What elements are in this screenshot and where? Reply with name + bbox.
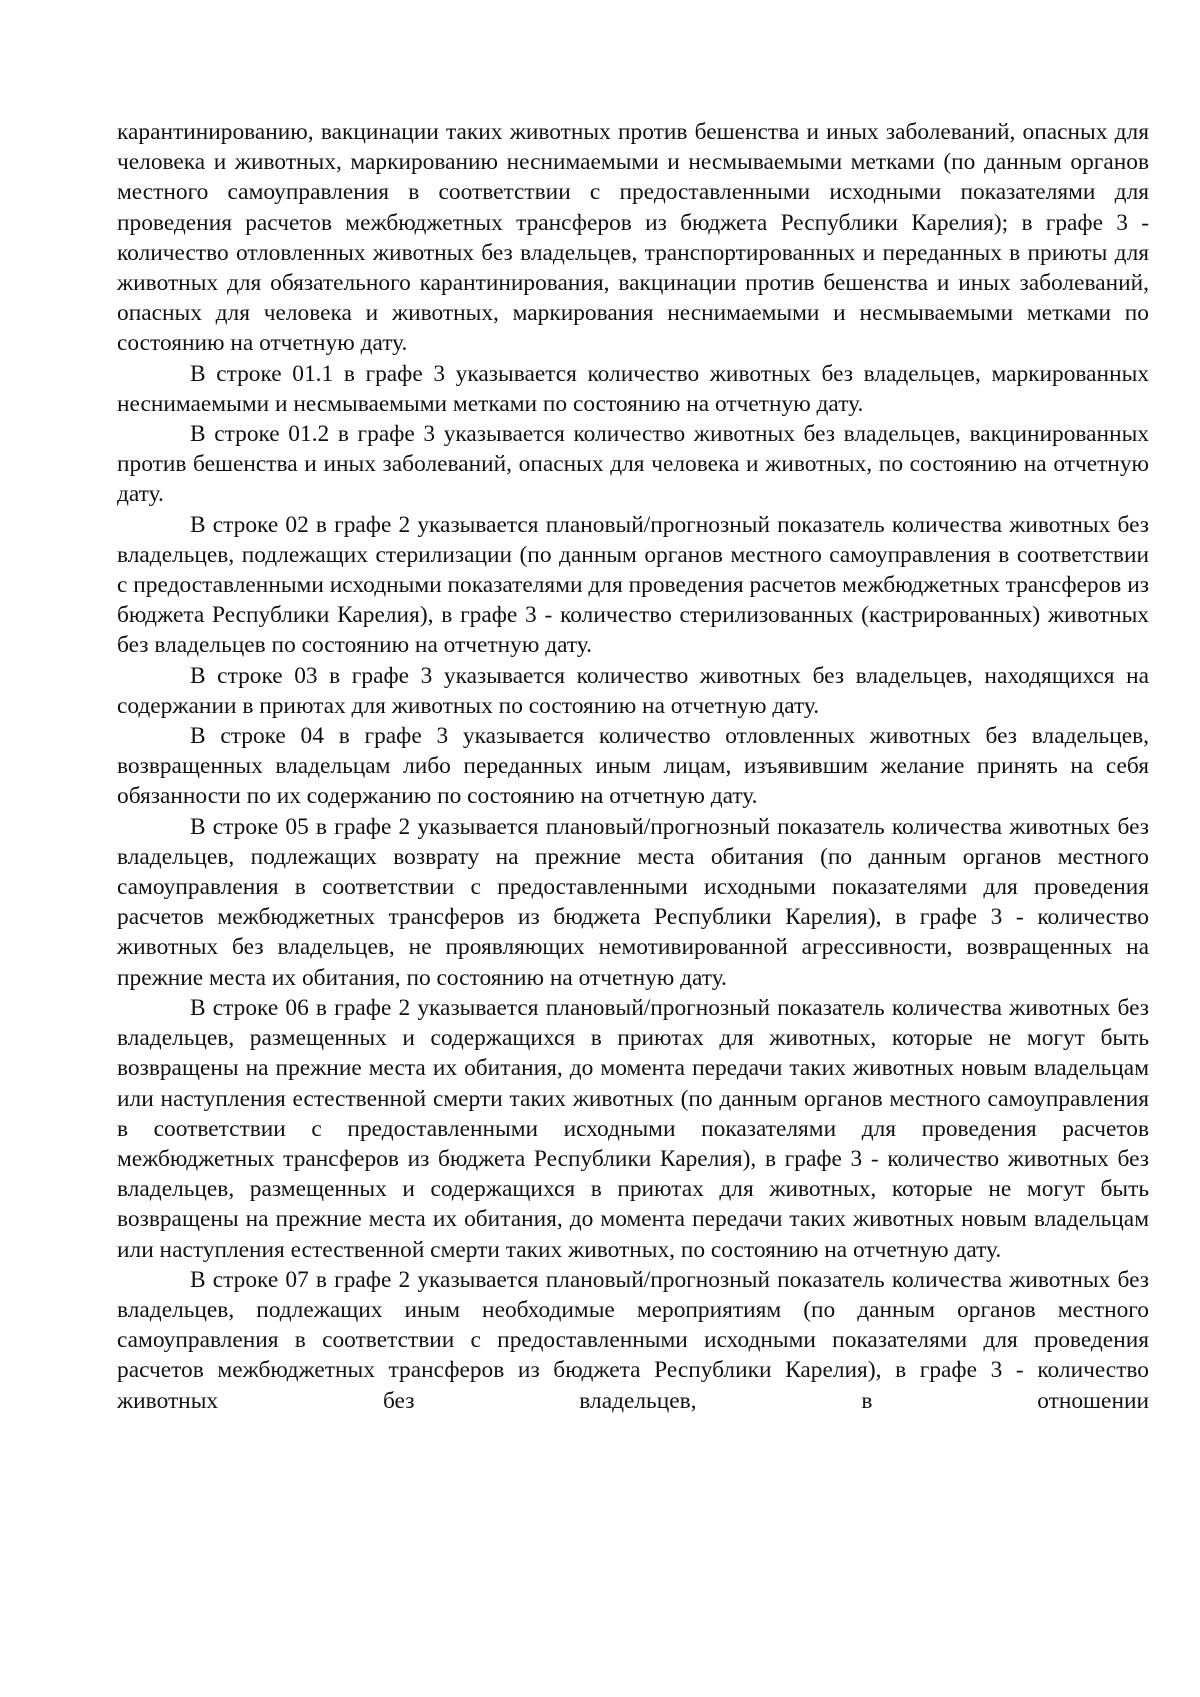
paragraph-row-03: В строке 03 в графе 3 указывается количество животных без владельцев, находящихся на содержании в приютах для животных по состоянию на отчетную дату. xyxy=(117,662,1149,719)
document-page xyxy=(117,117,1149,1416)
paragraph-row-01-1: В строке 01.1 в графе 3 указывается количество животных без владельцев, маркированных неснимаемыми и несмываемыми метками по состоянию на отчетную дату. xyxy=(117,360,1149,417)
paragraph-row-05: В строке 05 в графе 2 указывается плановый/прогнозный показатель количества животных без владельцев, подлежащих возврату на прежние места обитания (по данным органов местного самоуправления в соответствии с предоставленными исходными показателями для проведения расчетов межбюджетных трансферов из бюджета Республики Карелия), в графе 3 - количество животных без владельцев, не проявляющих немотивированной агрессивности, возвращенных на прежние места их обитания, по состоянию на отчетную дату. xyxy=(117,813,1149,991)
paragraph-row-04: В строке 04 в графе 3 указывается количество отловленных животных без владельцев, возвращенных владельцам либо переданных иным лицам, изъявившим желание принять на себя обязанности по их содержанию по состоянию на отчетную дату. xyxy=(117,723,1149,810)
paragraph-row-02: В строке 02 в графе 2 указывается плановый/прогнозный показатель количества животных без владельцев, подлежащих стерилизации (по данным органов местного самоуправления в соответствии с предоставленными исходными показателями для проведения расчетов межбюджетных трансферов из бюджета Республики Карелия), в графе 3 - количество стерилизованных (кастрированных) животных без владельцев по состоянию на отчетную дату. xyxy=(117,511,1149,659)
paragraph-row-06: В строке 06 в графе 2 указывается плановый/прогнозный показатель количества животных без владельцев, размещенных и содержащихся в приютах для животных, которые не могут быть возвращены на прежние места их обитания, до момента передачи таких животных новым владельцам или наступления естественной смерти таких животных (по данным органов местного самоуправления в соответствии с предоставленными исходными показателями для проведения расчетов межбюджетных трансферов из бюджета Республики Карелия), в графе 3 - количество животных без владельцев, размещенных и содержащихся в приютах для животных, которые не могут быть возвращены на прежние места их обитания, до момента передачи таких животных новым владельцам или наступления естественной смерти таких животных, по состоянию на отчетную дату. xyxy=(117,994,1149,1263)
paragraph-row-07: В строке 07 в графе 2 указывается плановый/прогнозный показатель количества животных без владельцев, подлежащих иным необходимые мероприятиям (по данным органов местного самоуправления в соответствии с предоставленными исходными показателями для проведения расчетов межбюджетных трансферов из бюджета Республики Карелия), в графе 3 - количество животных без владельцев, в отношении xyxy=(117,1266,1149,1414)
paragraph-continuation: карантинированию, вакцинации таких животных против бешенства и иных заболеваний, опасных для человека и животных, маркированию неснимаемыми и несмываемыми метками (по данным органов местного самоуправления в соответствии с предоставленными исходными показателями для проведения расчетов межбюджетных трансферов из бюджета Республики Карелия); в графе 3 - количество отловленных животных без владельцев, транспортированных и переданных в приюты для животных для обязательного карантинирования, вакцинации против бешенства и иных заболеваний, опасных для человека и животных, маркирования неснимаемыми и несмываемыми метками по состоянию на отчетную дату. xyxy=(117,119,1149,357)
paragraph-row-01-2: В строке 01.2 в графе 3 указывается количество животных без владельцев, вакцинированных против бешенства и иных заболеваний, опасных для человека и животных, по состоянию на отчетную дату. xyxy=(117,421,1149,508)
